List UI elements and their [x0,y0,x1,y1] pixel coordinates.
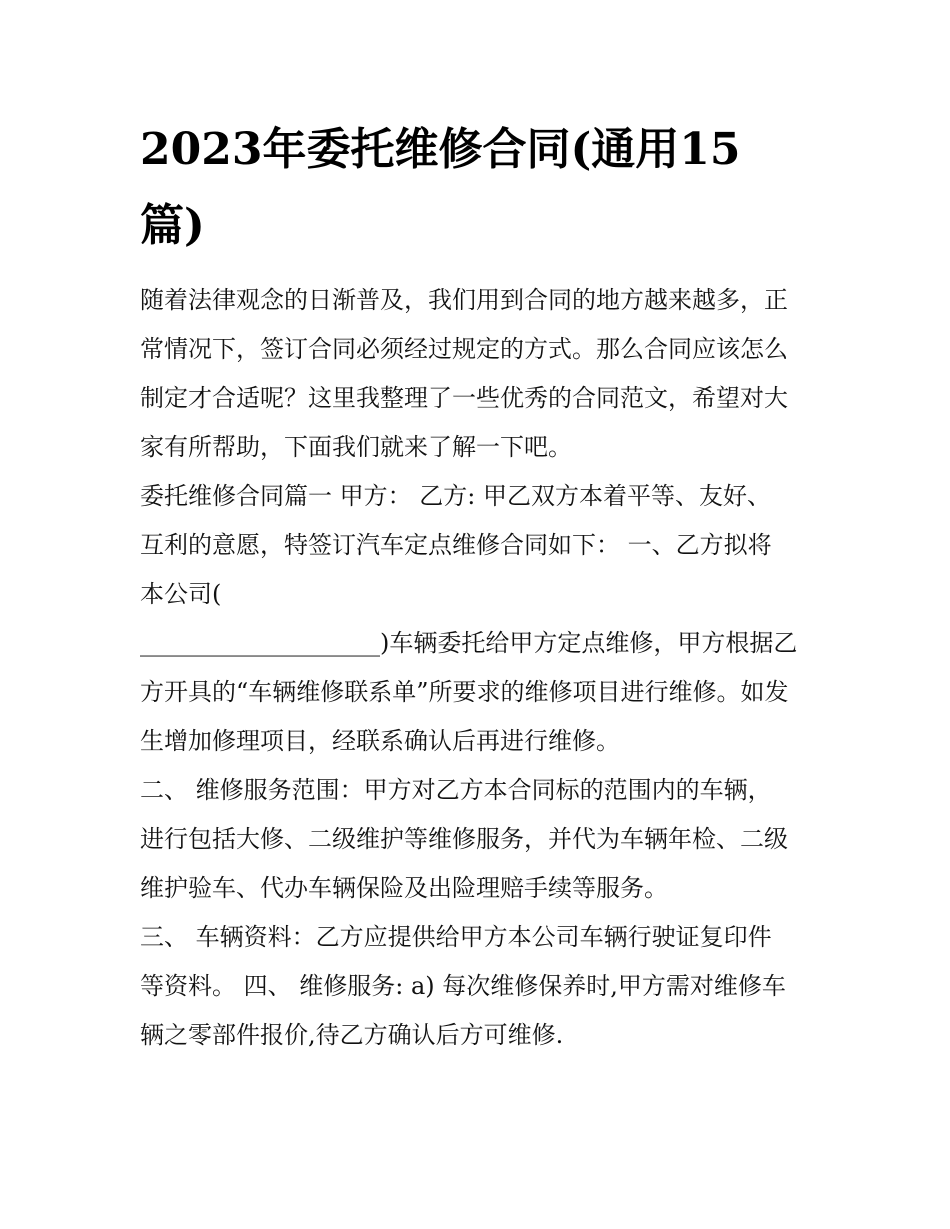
text-line: 随着法律观念的日渐普及，我们用到合同的地方越来越多，正 [140,286,788,314]
text-line: 二、 维修服务范围：甲方对乙方本合同标的范围内的车辆， [140,776,772,804]
text-line: 互利的意愿，特签订汽车定点维修合同如下： 一、乙方拟将 [140,531,772,559]
intro-paragraph [140,276,830,472]
document-title [140,112,830,264]
text-line: 辆之零部件报价,待乙方确认后方可维修. [140,1021,564,1049]
text-line: 方开具的“车辆维修联系单”所要求的维修项目进行维修。如发 [140,678,789,706]
contract-opening-paragraph [140,472,830,766]
text-line: 制定才合适呢？这里我整理了一些优秀的合同范文，希望对大 [140,384,788,412]
text-line: 生增加修理项目，经联系确认后再进行维修。 [140,727,620,755]
text-line: 本公司( [140,580,222,608]
text-line: 等资料。 四、 维修服务: a) 每次维修保养时,甲方需对维修车 [140,972,786,1000]
text-line: 委托维修合同篇一 甲方： 乙方: 甲乙双方本着平等、友好、 [140,482,771,510]
text-line: 三、 车辆资料：乙方应提供给甲方本公司车辆行驶证复印件 [140,923,772,951]
text-line: 常情况下，签订合同必须经过规定的方式。那么合同应该怎么 [140,335,788,363]
vehicle-documents-paragraph [140,913,830,1060]
document-body [140,276,830,1060]
title-line: 2023年委托维修合同(通用15 [140,124,741,175]
title-line: 篇) [140,200,205,251]
text-line: 维护验车、代办车辆保险及出险理赔手续等服务。 [140,874,668,902]
service-scope-paragraph [140,766,830,913]
text-line: ____________________)车辆委托给甲方定点维修，甲方根据乙 [140,629,798,657]
text-line: 家有所帮助，下面我们就来了解一下吧。 [140,433,572,461]
text-line: 进行包括大修、二级维护等维修服务，并代为车辆年检、二级 [140,825,788,853]
